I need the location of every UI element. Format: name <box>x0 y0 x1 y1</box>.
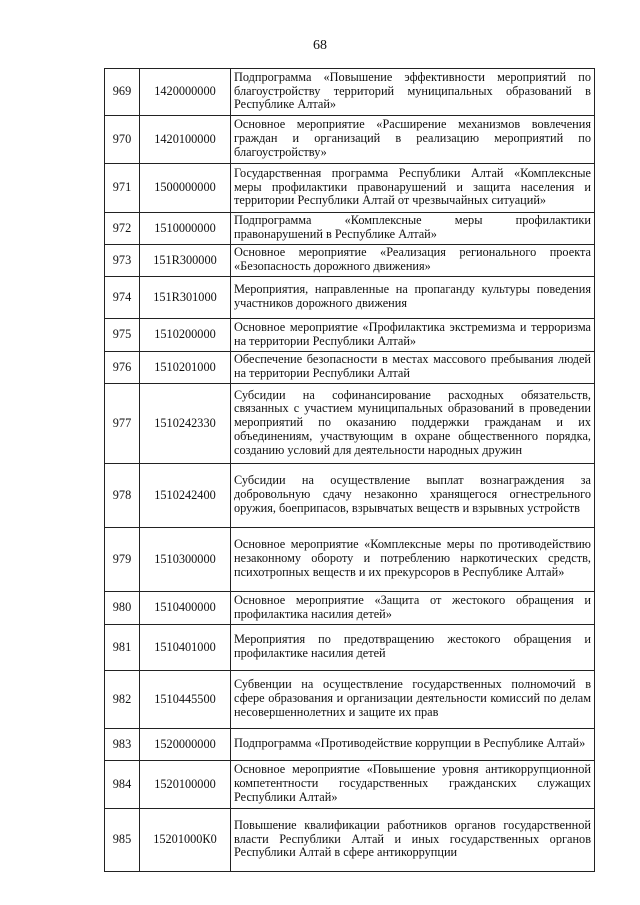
row-number: 971 <box>105 164 140 213</box>
table-row <box>105 464 595 528</box>
row-number: 982 <box>105 671 140 729</box>
row-number: 984 <box>105 761 140 809</box>
row-name: Субсидии на софинансирование расходных обязательств, связанных с участием муниципальных образований в проведении мероприятий по оказанию поддержки гражданам и их объединениям, участвующим в охране общественного порядка, созданию условий для деятельности народных дружин <box>231 384 595 464</box>
table-row <box>105 625 595 671</box>
row-number: 979 <box>105 528 140 592</box>
row-name: Обеспечение безопасности в местах массового пребывания людей на территории Республики Алтай <box>231 352 595 384</box>
row-number: 980 <box>105 592 140 625</box>
row-number: 973 <box>105 245 140 277</box>
budget-classification-table <box>104 68 595 872</box>
table-body <box>105 69 595 872</box>
row-code: 15201000К0 <box>140 809 231 872</box>
table-row <box>105 277 595 319</box>
row-name: Основное мероприятие «Реализация регионального проекта «Безопасность дорожного движения» <box>231 245 595 277</box>
row-number: 981 <box>105 625 140 671</box>
row-code: 1510242400 <box>140 464 231 528</box>
row-code: 1510242330 <box>140 384 231 464</box>
row-code: 151R301000 <box>140 277 231 319</box>
row-name: Повышение квалификации работников органов государственной власти Республики Алтай и иных государственных органов Республики Алтай в сфере антикоррупции <box>231 809 595 872</box>
row-number: 985 <box>105 809 140 872</box>
row-number: 969 <box>105 69 140 116</box>
row-code: 1500000000 <box>140 164 231 213</box>
row-code: 151R300000 <box>140 245 231 277</box>
row-code: 1520000000 <box>140 729 231 761</box>
table-row <box>105 729 595 761</box>
row-name: Государственная программа Республики Алтай «Комплексные меры профилактики правонарушений и защита населения и территории Республики Алтай от чрезвычайных ситуаций» <box>231 164 595 213</box>
row-name: Подпрограмма «Комплексные меры профилактики правонарушений в Республике Алтай» <box>231 213 595 245</box>
row-number: 977 <box>105 384 140 464</box>
row-code: 1520100000 <box>140 761 231 809</box>
row-number: 970 <box>105 116 140 164</box>
row-number: 974 <box>105 277 140 319</box>
row-name: Основное мероприятие «Профилактика экстремизма и терроризма на территории Республики Алтай» <box>231 319 595 352</box>
row-name: Субвенции на осуществление государственных полномочий в сфере образования и организации деятельности комиссий по делам несовершеннолетних и защите их прав <box>231 671 595 729</box>
row-name: Субсидии на осуществление выплат вознаграждения за добровольную сдачу незаконно хранящегося огнестрельного оружия, боеприпасов, взрывчатых веществ и взрывных устройств <box>231 464 595 528</box>
row-code: 1510445500 <box>140 671 231 729</box>
table-row <box>105 761 595 809</box>
table-row <box>105 319 595 352</box>
row-name: Основное мероприятие «Расширение механизмов вовлечения граждан и организаций в реализацию мероприятий по благоустройству» <box>231 116 595 164</box>
row-name: Мероприятия по предотвращению жестокого обращения и профилактике насилия детей <box>231 625 595 671</box>
table-row <box>105 528 595 592</box>
row-code: 1510300000 <box>140 528 231 592</box>
row-name: Мероприятия, направленные на пропаганду культуры поведения участников дорожного движения <box>231 277 595 319</box>
page-number: 68 <box>313 38 327 53</box>
table-row <box>105 164 595 213</box>
row-code: 1510200000 <box>140 319 231 352</box>
table-row <box>105 671 595 729</box>
row-number: 975 <box>105 319 140 352</box>
row-number: 978 <box>105 464 140 528</box>
table-row <box>105 592 595 625</box>
row-name: Подпрограмма «Повышение эффективности мероприятий по благоустройству территорий муниципальных образований в Республике Алтай» <box>231 69 595 116</box>
row-number: 976 <box>105 352 140 384</box>
row-code: 1510201000 <box>140 352 231 384</box>
row-number: 983 <box>105 729 140 761</box>
table-row <box>105 809 595 872</box>
row-code: 1510400000 <box>140 592 231 625</box>
row-code: 1510401000 <box>140 625 231 671</box>
table-row <box>105 213 595 245</box>
table-row <box>105 245 595 277</box>
table-row <box>105 384 595 464</box>
row-number: 972 <box>105 213 140 245</box>
row-name: Основное мероприятие «Защита от жестокого обращения и профилактика насилия детей» <box>231 592 595 625</box>
table-row <box>105 352 595 384</box>
row-code: 1420100000 <box>140 116 231 164</box>
row-code: 1420000000 <box>140 69 231 116</box>
row-name: Подпрограмма «Противодействие коррупции в Республике Алтай» <box>231 729 595 761</box>
row-name: Основное мероприятие «Комплексные меры по противодействию незаконному обороту и потреблению наркотических средств, психотропных веществ и их прекурсоров в Республике Алтай» <box>231 528 595 592</box>
row-name: Основное мероприятие «Повышение уровня антикоррупционной компетентности государственных гражданских служащих Республики Алтай» <box>231 761 595 809</box>
row-code: 1510000000 <box>140 213 231 245</box>
table-row <box>105 69 595 116</box>
table-row <box>105 116 595 164</box>
